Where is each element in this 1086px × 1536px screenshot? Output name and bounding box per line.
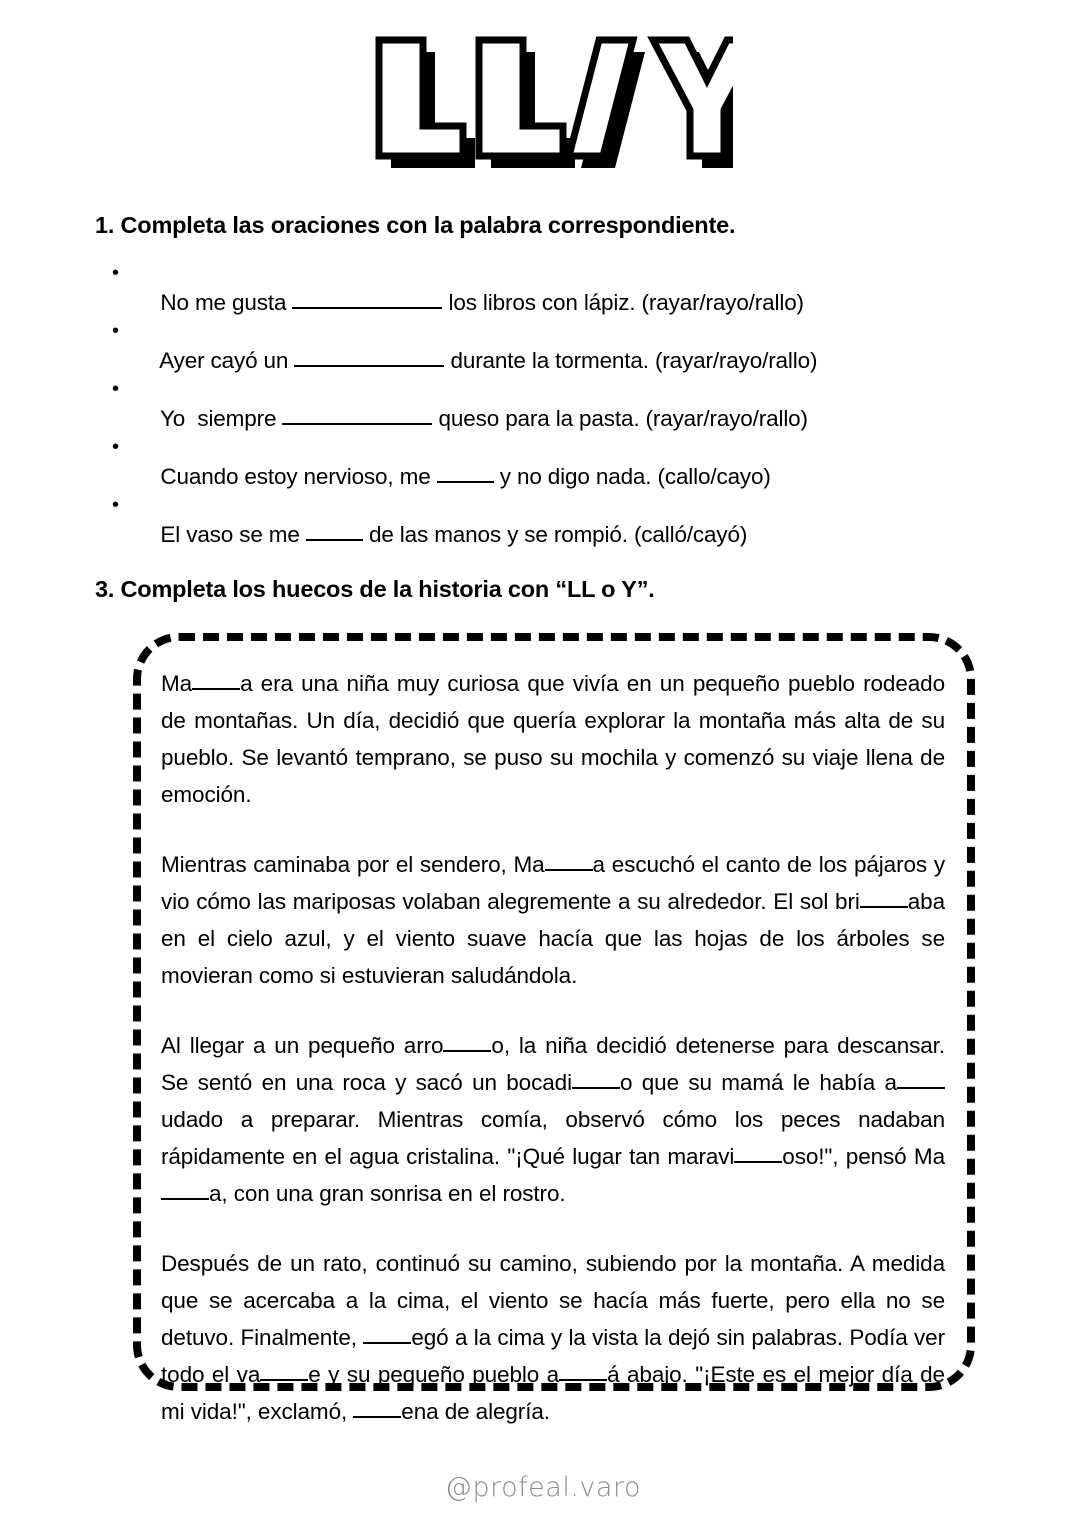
story-text: egó a la cima y la vista la dejó sin palabras. Podía ver todo el va — [161, 1325, 945, 1387]
story-text: á abajo. "¡Este es el mejor día de mi vida!", exclamó, — [161, 1362, 945, 1424]
title-ll-slash-y-graphic — [353, 28, 733, 168]
sentence-text-before: No me gusta — [160, 290, 293, 315]
fill-blank[interactable] — [161, 1182, 209, 1200]
sentence-item — [112, 316, 992, 374]
story-paragraph — [161, 1245, 945, 1430]
story-text: o, la niña decidió detenerse para descansar. Se sentó en una roca y sacó un bocadi — [161, 1033, 945, 1095]
sentence-text-before: Cuando estoy nervioso, me — [160, 464, 437, 489]
exercise-1-heading: 1. Completa las oraciones con la palabra correspondiente. — [95, 212, 736, 238]
sentence-text-after: durante la tormenta. (rayar/rayo/rallo) — [444, 348, 818, 373]
sentence-text-after: queso para la pasta. (rayar/rayo/rallo) — [432, 406, 808, 431]
story-paragraph — [161, 1027, 945, 1212]
fill-blank[interactable] — [734, 1145, 782, 1163]
story-text: udado a preparar. Mientras comía, observó cómo los peces nadaban rápidamente en el agua cristalina. "¡Qué lugar tan maravi — [161, 1107, 945, 1169]
sentence-text-after: los libros con lápiz. (rayar/rayo/rallo) — [442, 290, 804, 315]
exercise-1-sentence-list — [112, 258, 992, 548]
worksheet-title — [0, 18, 1086, 178]
sentence-item — [112, 258, 992, 316]
story-dashed-box — [133, 633, 975, 1424]
fill-blank[interactable] — [559, 1363, 607, 1381]
story-text: o que su mamá le había a — [619, 1070, 897, 1095]
sentence-text-before: Yo siempre — [160, 406, 283, 431]
fill-blank[interactable] — [294, 348, 444, 367]
story-text: a escuchó el canto de los pájaros y vio cómo las mariposas volaban alegremente a su alrededor. El sol bri — [161, 852, 945, 914]
fill-blank[interactable] — [572, 1071, 620, 1089]
fill-blank[interactable] — [306, 522, 363, 541]
sentence-text-before: Ayer cayó un — [159, 348, 295, 373]
story-text: Al llegar a un pequeño arro — [161, 1033, 444, 1058]
story-text: Ma — [161, 671, 193, 696]
sentence-item — [112, 432, 992, 490]
fill-blank[interactable] — [363, 1326, 411, 1344]
fill-blank[interactable] — [260, 1363, 308, 1381]
fill-blank[interactable] — [292, 290, 442, 309]
fill-blank[interactable] — [437, 464, 494, 483]
fill-blank[interactable] — [353, 1400, 401, 1418]
fill-blank[interactable] — [192, 672, 240, 690]
sentence-text-after: y no digo nada. (callo/cayo) — [493, 464, 771, 489]
fill-blank[interactable] — [545, 853, 593, 871]
fill-blank[interactable] — [860, 890, 908, 908]
story-text-body — [161, 665, 945, 1430]
story-text: Después de un rato, continuó su camino, subiendo por la montaña. A medida que se acercaba a la cima, el viento se hacía más fuerte, pero ella no se detuvo. Finalmente, — [161, 1251, 945, 1350]
sentence-text-after: de las manos y se rompió. (calló/cayó) — [362, 522, 748, 547]
story-text: a, con una gran sonrisa en el rostro. — [209, 1181, 566, 1206]
story-text: oso!", pensó Ma — [782, 1144, 945, 1169]
sentence-text-before: El vaso se me — [160, 522, 306, 547]
author-handle-watermark: @profeal.varo — [445, 1472, 641, 1503]
fill-blank[interactable] — [282, 406, 432, 425]
story-text: e y su pequeño pueblo a — [308, 1362, 560, 1387]
sentence-item — [112, 490, 992, 548]
story-paragraph — [161, 665, 945, 813]
story-text: aba en el cielo azul, y el viento suave hacía que las hojas de los árboles se movieran como si estuvieran saludándola. — [161, 889, 945, 988]
exercise-3-heading: 3. Completa los huecos de la historia con “LL o Y”. — [95, 576, 655, 602]
story-paragraph — [161, 846, 945, 994]
story-text: ena de alegría. — [401, 1399, 550, 1424]
story-text: a era una niña muy curiosa que vivía en un pequeño pueblo rodeado de montañas. Un día, decidió que quería explorar la montaña más alta de su pueblo. Se levantó temprano, se puso su mochila y comenzó su viaje llena de emoción. — [161, 671, 945, 807]
fill-blank[interactable] — [897, 1071, 945, 1089]
sentence-item — [112, 374, 992, 432]
fill-blank[interactable] — [443, 1034, 491, 1052]
story-text: Mientras caminaba por el sendero, Ma — [161, 852, 545, 877]
